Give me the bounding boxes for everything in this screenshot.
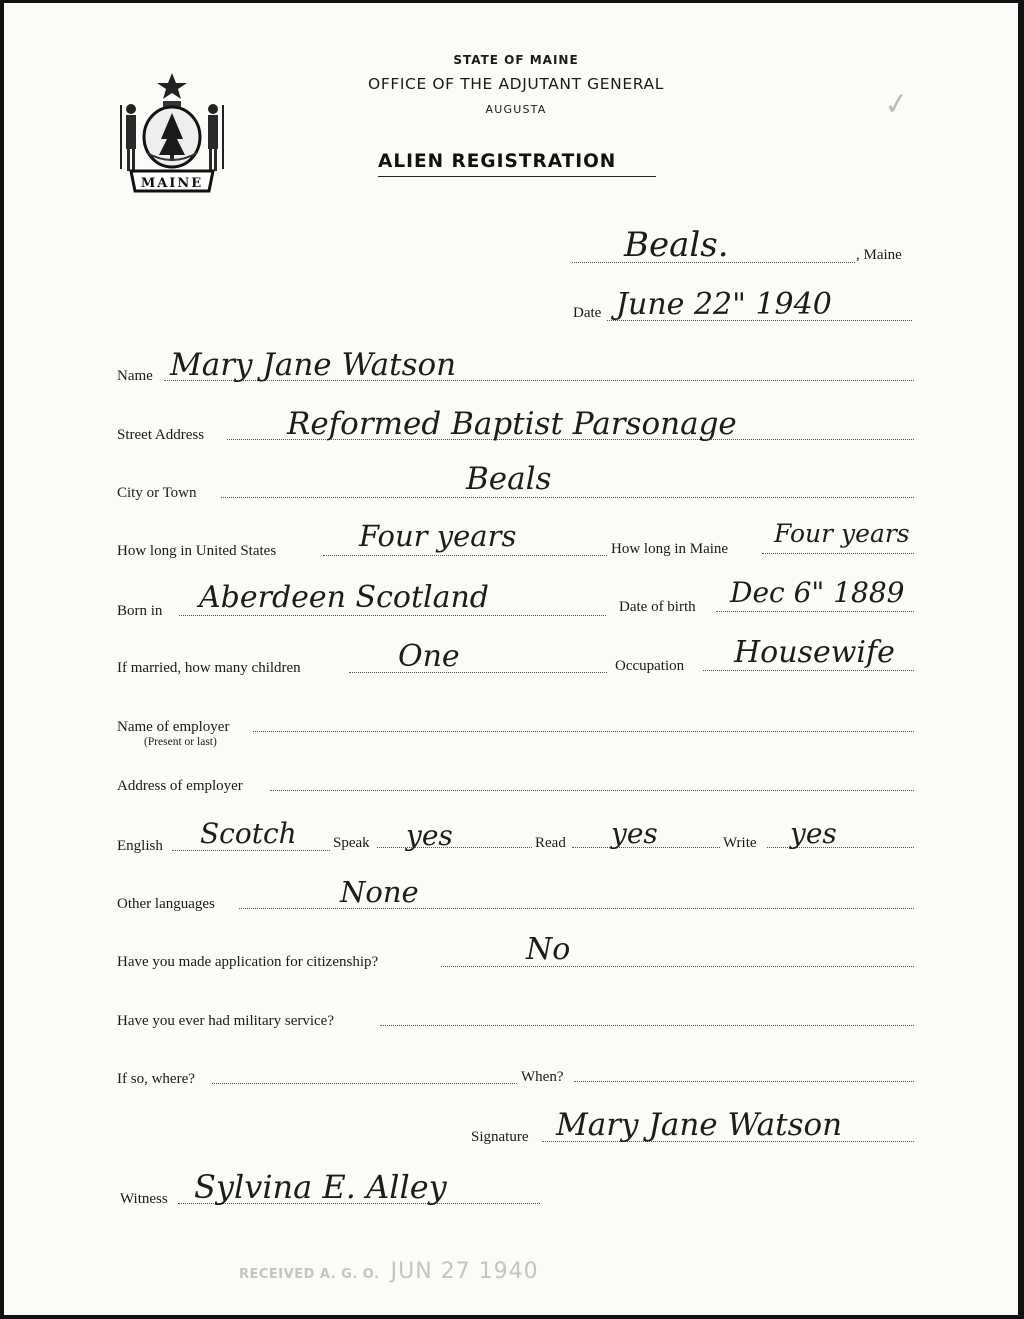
other-languages-value: None xyxy=(340,875,419,909)
us-duration-value: Four years xyxy=(359,519,517,553)
citizenship-label: Have you made application for citizenship? xyxy=(117,954,379,970)
born-line xyxy=(179,615,606,616)
english-line xyxy=(172,850,330,851)
occupation-label: Occupation xyxy=(615,658,685,674)
received-stamp-date: JUN 27 1940 xyxy=(390,1259,539,1284)
maine-duration-value: Four years xyxy=(774,519,910,548)
witness-label: Witness xyxy=(120,1191,168,1207)
svg-text:MAINE: MAINE xyxy=(140,176,204,191)
speak-label: Speak xyxy=(333,835,370,851)
title-underline xyxy=(378,176,656,177)
header-state: STATE OF MAINE xyxy=(453,53,579,67)
witness-value: Sylvina E. Alley xyxy=(194,1168,447,1206)
read-value: yes xyxy=(611,817,658,850)
citizenship-value: No xyxy=(526,932,571,967)
where-label: If so, where? xyxy=(117,1071,195,1087)
town-value: Beals. xyxy=(624,225,729,265)
write-value: yes xyxy=(790,817,837,850)
speak-line xyxy=(377,847,532,848)
when-line xyxy=(574,1081,914,1082)
employer-name-line xyxy=(253,731,914,732)
born-value: Aberdeen Scotland xyxy=(199,580,490,615)
city-label: City or Town xyxy=(117,485,197,501)
signature-label: Signature xyxy=(471,1129,529,1145)
occupation-value: Housewife xyxy=(734,635,895,670)
state-label: , Maine xyxy=(856,247,902,263)
military-line xyxy=(380,1025,914,1026)
employer-name-label: Name of employer xyxy=(117,719,230,735)
maine-duration-label: How long in Maine xyxy=(611,541,729,557)
employer-address-label: Address of employer xyxy=(117,778,243,794)
children-value: One xyxy=(398,639,460,674)
born-label: Born in xyxy=(117,603,163,619)
when-label: When? xyxy=(521,1069,564,1085)
check-mark: ✓ xyxy=(881,85,912,124)
write-label: Write xyxy=(723,835,757,851)
military-label: Have you ever had military service? xyxy=(117,1013,334,1029)
where-line xyxy=(212,1083,517,1084)
street-value: Reformed Baptist Parsonage xyxy=(287,406,737,442)
street-label: Street Address xyxy=(117,427,205,443)
dob-label: Date of birth xyxy=(619,599,696,615)
children-line xyxy=(349,672,607,673)
us-duration-label: How long in United States xyxy=(117,543,277,559)
maine-duration-line xyxy=(762,553,914,554)
other-languages-label: Other languages xyxy=(117,896,215,912)
name-label: Name xyxy=(117,368,153,384)
name-value: Mary Jane Watson xyxy=(170,347,457,383)
received-stamp xyxy=(239,1259,539,1284)
occupation-line xyxy=(703,670,914,671)
read-label: Read xyxy=(535,835,566,851)
dob-line xyxy=(716,611,914,612)
received-stamp-prefix: RECEIVED A. G. O. xyxy=(239,1267,380,1282)
city-value: Beals xyxy=(466,461,552,497)
registration-form xyxy=(4,3,1018,1315)
date-value: June 22" 1940 xyxy=(616,287,832,322)
dob-value: Dec 6" 1889 xyxy=(730,576,905,609)
us-duration-line xyxy=(323,555,607,556)
date-label: Date xyxy=(573,305,602,321)
form-title: ALIEN REGISTRATION xyxy=(378,151,617,172)
header-city: AUGUSTA xyxy=(485,103,547,116)
citizenship-line xyxy=(441,966,914,967)
children-label: If married, how many children xyxy=(117,660,301,676)
signature-value: Mary Jane Watson xyxy=(556,1107,843,1143)
city-line xyxy=(221,497,914,498)
header-office: OFFICE OF THE ADJUTANT GENERAL xyxy=(368,75,664,93)
employer-address-line xyxy=(270,790,914,791)
english-label: English xyxy=(117,838,163,854)
speak-value: yes xyxy=(406,819,453,852)
english-value: Scotch xyxy=(200,817,297,850)
employer-name-sublabel: (Present or last) xyxy=(144,736,217,748)
